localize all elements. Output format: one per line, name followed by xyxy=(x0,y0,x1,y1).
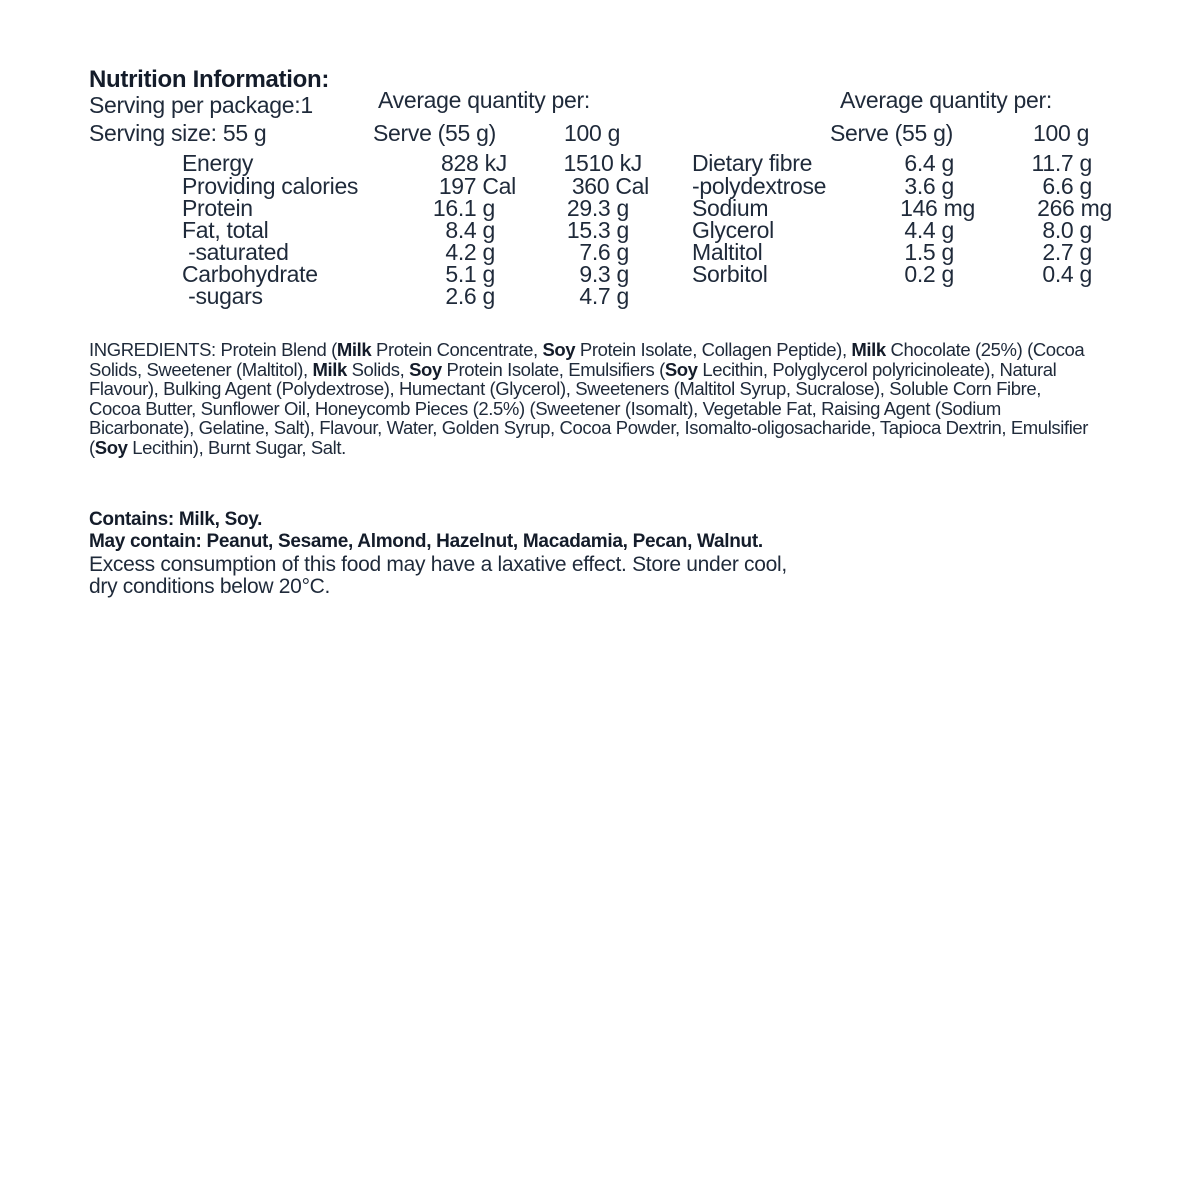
nutrient-serve-value: 16.1 g xyxy=(432,195,495,221)
nutrient-100g-value: 11.7 g xyxy=(1031,150,1092,176)
nutrient-serve-value: 6.4 g xyxy=(904,150,954,176)
nutrient-100g-value: 266 mg xyxy=(1037,195,1112,221)
right-col-serve-header: Serve (55 g) xyxy=(830,120,953,146)
nutrient-serve-value: 828 kJ xyxy=(441,150,507,176)
allergen-highlight: Soy xyxy=(542,339,576,360)
nutrient-100g-value: 15.3 g xyxy=(566,217,629,243)
serving-size: Serving size: 55 g xyxy=(89,120,267,146)
right-avg-quantity-label: Average quantity per: xyxy=(840,87,1052,113)
nutrient-label: Protein xyxy=(182,195,253,221)
nutrient-100g-value: 8.0 g xyxy=(1042,217,1092,243)
panel-title: Nutrition Information: xyxy=(89,66,330,93)
right-col-100g-header: 100 g xyxy=(1033,120,1090,146)
nutrient-100g-value: 2.7 g xyxy=(1042,239,1092,265)
nutrient-serve-value: 4.4 g xyxy=(904,217,954,243)
ingredients-text: INGREDIENTS: Protein Blend (Milk Protein Concentrate, Soy Protein Isolate, Collagen Peptide), Milk Chocolate (25%) (Cocoa Solids, Sweetener (Maltitol), Milk Solids, Soy Protein Isolate, Emulsifiers (Soy Lecithin, Polyglycerol polyricinoleate), Natural Flavour), Bulking Agent (Polydextrose), Humectant (Glycerol), Sweeteners (Maltitol Syrup, Sucralose), Soluble Corn Fibre, Cocoa Butter, Sunflower Oil, Honeycomb Pieces (2.5%) (Sweetener (Isomalt), Vegetable Fat, Raising Agent (Sodium Bicarbonate), Gelatine, Salt), Flavour, Water, Golden Syrup, Cocoa Powder, Isomalto-oligosacharide, Tapioca Dextrin, Emulsifier (Soy Lecithin), Burnt Sugar, Salt. xyxy=(89,339,1089,458)
nutrient-100g-value: 6.6 g xyxy=(1042,173,1092,199)
serving-per-package: Serving per package:1 xyxy=(89,92,313,118)
nutrient-label: Sodium xyxy=(692,195,769,221)
nutrient-label: Energy xyxy=(182,150,254,176)
nutrient-label: Providing calories xyxy=(182,173,359,199)
nutrient-serve-value: 1.5 g xyxy=(904,239,954,265)
nutrient-serve-value: 146 mg xyxy=(900,195,975,221)
left-col-100g-header: 100 g xyxy=(564,120,621,146)
nutrient-100g-value: 9.3 g xyxy=(579,261,629,287)
nutrient-label: -saturated xyxy=(182,239,289,265)
may-contain-statement: May contain: Peanut, Sesame, Almond, Hazelnut, Macadamia, Pecan, Walnut. xyxy=(89,531,763,552)
nutrient-serve-value: 2.6 g xyxy=(445,283,495,309)
allergen-highlight: Soy xyxy=(94,436,128,458)
nutrient-label: Dietary fibre xyxy=(692,150,813,176)
nutrient-label: Fat, total xyxy=(182,217,269,243)
nutrient-serve-value: 3.6 g xyxy=(904,173,954,199)
consumption-storage-notes: Excess consumption of this food may have a laxative effect. Store under cool, dry conditions below 20°C. xyxy=(89,553,787,598)
allergen-highlight: Soy xyxy=(664,358,698,380)
nutrient-100g-value: 29.3 g xyxy=(566,195,629,221)
nutrient-label: -polydextrose xyxy=(692,173,827,199)
nutrient-100g-value: 7.6 g xyxy=(579,239,629,265)
nutrient-serve-value: 8.4 g xyxy=(445,217,495,243)
nutrient-serve-value: 0.2 g xyxy=(904,261,954,287)
nutrient-100g-value: 1510 kJ xyxy=(563,150,642,176)
allergen-highlight: Milk xyxy=(312,358,347,380)
nutrient-serve-value: 5.1 g xyxy=(445,261,495,287)
nutrient-label: Glycerol xyxy=(692,217,774,243)
allergen-highlight: Milk xyxy=(851,339,886,360)
nutrient-serve-value: 197 Cal xyxy=(438,173,516,199)
nutrient-label: Maltitol xyxy=(692,239,763,265)
nutrient-100g-value: 4.7 g xyxy=(579,283,629,309)
nutrient-label: Sorbitol xyxy=(692,261,768,287)
nutrient-100g-value: 360 Cal xyxy=(571,173,649,199)
left-col-serve-header: Serve (55 g) xyxy=(373,120,496,146)
nutrient-label: -sugars xyxy=(182,283,263,309)
nutrient-serve-value: 4.2 g xyxy=(445,239,495,265)
nutrient-100g-value: 0.4 g xyxy=(1042,261,1092,287)
allergen-highlight: Soy xyxy=(409,358,442,380)
contains-statement: Contains: Milk, Soy. xyxy=(89,509,263,530)
nutrient-label: Carbohydrate xyxy=(182,261,318,287)
allergen-highlight: Milk xyxy=(336,339,372,360)
left-avg-quantity-label: Average quantity per: xyxy=(378,87,590,113)
